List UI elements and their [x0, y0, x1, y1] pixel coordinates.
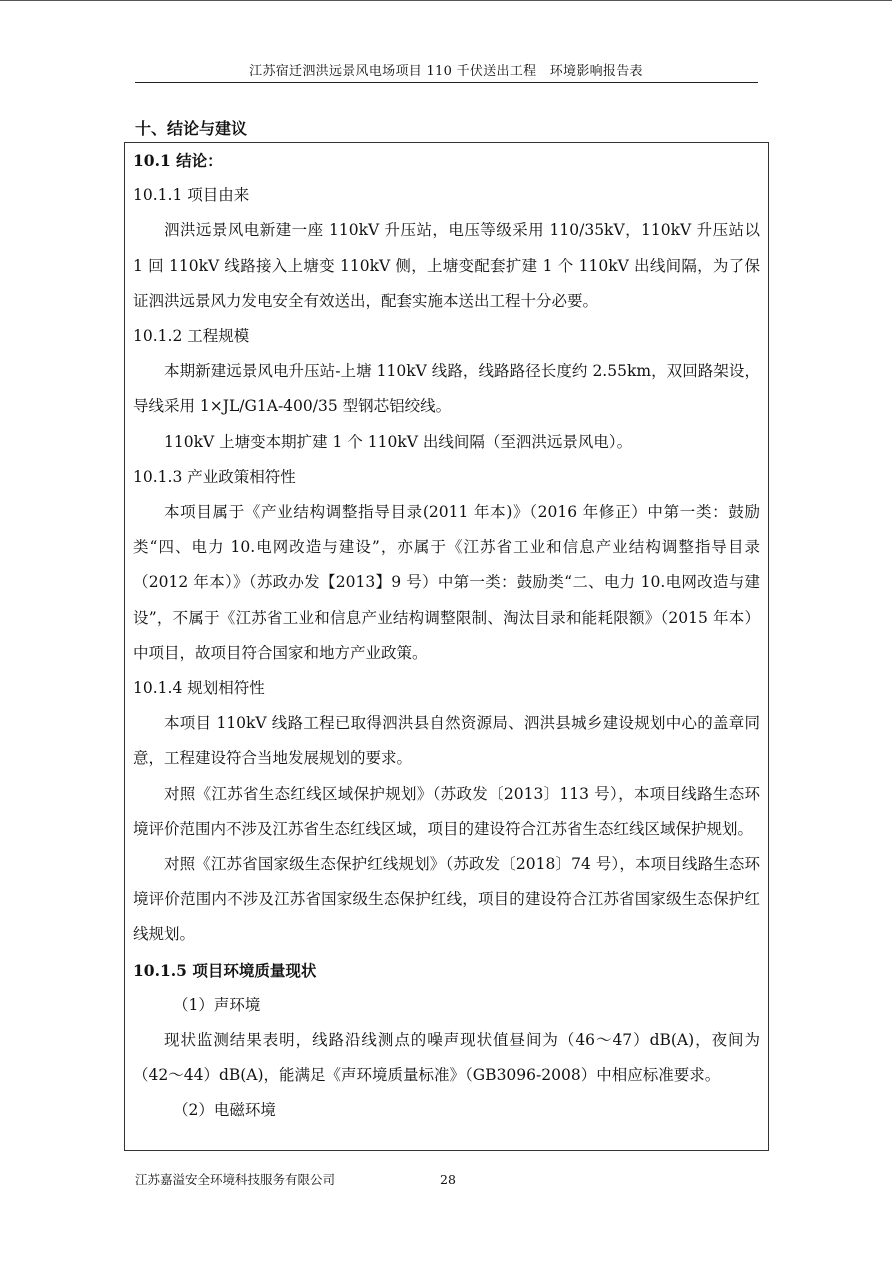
- paragraph-acoustic: 现状监测结果表明，线路沿线测点的噪声现状值昼间为（46～47）dB(A)，夜间为（42～44）dB(A)，能满足《声环境质量标准》（GB3096-2008）中相应标准要求。: [133, 1031, 760, 1085]
- page-number: 28: [440, 1172, 456, 1187]
- heading-10-1-2: 10.1.2 工程规模: [133, 327, 250, 346]
- heading-10-1-5: 10.1.5 项目环境质量现状: [133, 960, 317, 980]
- conclusion-box: [124, 142, 769, 1151]
- heading-10-1-4: 10.1.4 规划相符性: [133, 679, 265, 698]
- paragraph-planning-approval: 本项目 110kV 线路工程已取得泗洪县自然资源局、泗洪县城乡建设规划中心的盖章同意，工程建设符合当地发展规划的要求。: [133, 714, 760, 768]
- paragraph-policy: 本项目属于《产业结构调整指导目录(2011 年本)》（2016 年修正）中第一类：鼓励类“四、电力 10.电网改造与建设”，亦属于《江苏省工业和信息产业结构调整指导目录（2012 年本）》（苏政办发【2013】9 号）中第一类：鼓励类“二、电力 10.电网改造与建设”，不属于《江苏省工业和信息产业结构调整限制、淘汰目录和能耗限额》（2015 年本）中项目，故项目符合国家和地方产业政策。: [133, 503, 760, 662]
- paragraph-eco-redline-2013: 对照《江苏省生态红线区域保护规划》（苏政发〔2013〕113 号），本项目线路生态环境评价范围内不涉及江苏省生态红线区域，项目的建设符合江苏省生态红线区域保护规划。: [133, 784, 760, 838]
- paragraph-project-origin: 泗洪远景风电新建一座 110kV 升压站，电压等级采用 110/35kV，110kV 升压站以 1 回 110kV 线路接入上塘变 110kV 侧，上塘变配套扩建 1 个 110kV 出线间隔，为了保证泗洪远景风力发电安全有效送出，配套实施本送出工程十分必要。: [133, 221, 760, 310]
- section-heading: 十、结论与建议: [135, 119, 248, 138]
- paragraph-eco-redline-2018: 对照《江苏省国家级生态保护红线规划》（苏政发〔2018〕74 号），本项目线路生态环境评价范围内不涉及江苏省国家级生态保护红线，项目的建设符合江苏省国家级生态保护红线规划。: [133, 855, 760, 944]
- top-border-line: [0, 0, 892, 1]
- heading-10-1-1: 10.1.1 项目由来: [133, 186, 250, 205]
- paragraph-scale-bay: 110kV 上塘变本期扩建 1 个 110kV 出线间隔（至泗洪远景风电）。: [164, 432, 633, 451]
- subheading-electromagnetic: （2）电磁环境: [173, 1101, 276, 1120]
- header-divider: [135, 82, 758, 83]
- footer-company: 江苏嘉溢安全环境科技服务有限公司: [135, 1172, 336, 1187]
- heading-10-1-3: 10.1.3 产业政策相符性: [133, 467, 296, 486]
- conclusion-content: [133, 143, 760, 1129]
- page-header-title: 江苏宿迁泗洪远景风电场项目 110 千伏送出工程 环境影响报告表: [249, 64, 643, 79]
- heading-conclusion: 10.1 结论：: [133, 151, 223, 170]
- subheading-acoustic: （1）声环境: [173, 995, 261, 1014]
- paragraph-scale-line: 本期新建远景风电升压站-上塘 110kV 线路，线路路径长度约 2.55km，双回路架设，导线采用 1×JL/G1A-400/35 型钢芯铝绞线。: [133, 362, 760, 416]
